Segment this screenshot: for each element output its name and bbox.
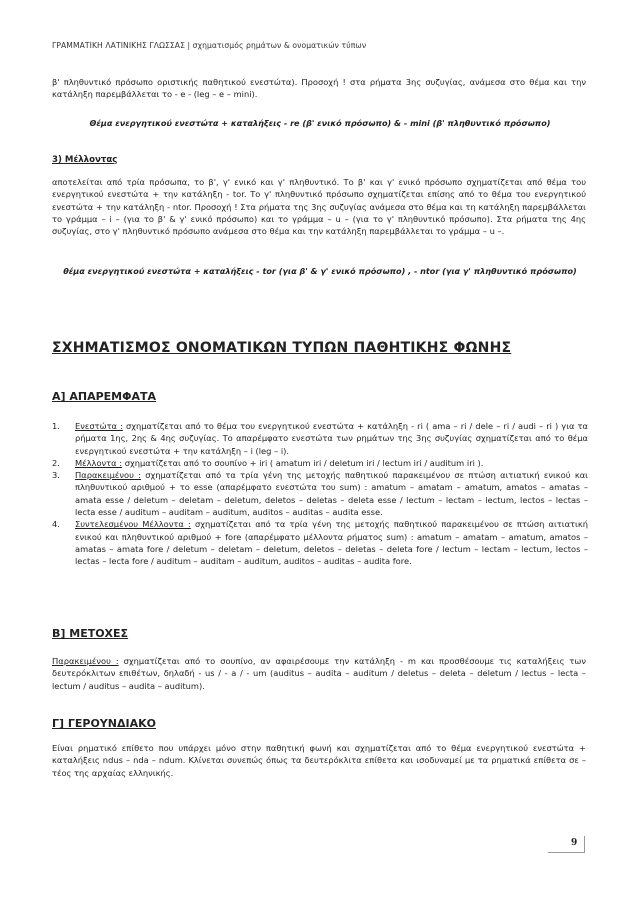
future-paragraph: αποτελείται από τρία πρόσωπα, το β', γ' ενικό και γ' πληθυντικό. Το β' και γ' ενικό πρόσωπο σχηματίζεται από θέμα του ενεργητικού ενεστώτα + την κατάληξη - tor. Το γ' πληθυντικό πρόσωπο σχηματίζεται επίσης από το θέμα του ενεργητικού ενεστώτα + την κατάληξη - ntor. Προσοχή ! Στα ρήματα της 3ης συζυγίας ανάμεσα στο θέμα και τη κατάληξη παρεμβάλλεται το γράμμα – i – (για το β' & γ' ενικό πρόσωπο) και το γράμμα – u – (για το γ' πληθυντικό πρόσωπο). Στα ρήματα της 4ης συζυγίας, στο γ' πληθυντικό πρόσωπο ανάμεσα στο θέμα και την κατάληξη παρεμβάλλεται το γράμμα – u –. — [52, 177, 586, 237]
list-item-number: 1. — [52, 421, 60, 431]
list-item — [52, 457, 588, 469]
list-item-term: Συντελεσμένου Μέλλοντα : — [75, 519, 191, 530]
intro-paragraph: β' πληθυντικό πρόσωπο οριστικής παθητικού ενεστώτα). Προσοχή ! στα ρήματα 3ης συζυγίας, ανάμεσα στο θέμα και την κατάληξη παρεμβάλλεται το - e - (leg – e – mini). — [52, 77, 586, 100]
list-item-number: 3. — [52, 470, 60, 481]
list-item-term: Μέλλοντα : — [75, 457, 123, 468]
page-number: 9 — [571, 838, 578, 848]
section-a-heading: Α] ΑΠΑΡΕΜΦΑΤΑ — [52, 390, 157, 403]
list-item-number: 4. — [52, 519, 60, 530]
list-item-number: 2. — [52, 457, 60, 468]
list-item — [52, 518, 588, 567]
list-item-term: Παρακειμένου : — [75, 470, 141, 481]
list-item — [52, 420, 588, 457]
list-item-text: σχηματίζεται από το σουπίνο + iri ( amatum iri / deletum iri / lectum iri / auditum iri ). — [124, 457, 484, 468]
list-item-text: σχηματίζεται από τα τρία γένη της μετοχής παθητικού παρακειμένου σε πτώση αιτιατική ενικού και πληθυντικού αριθμού + το esse (απαρέμφατο ενεστώτα του sum) : amatum – amatam – amatum, amatos – amatas – amata esse / deletum – deletam – deletum, deletos – deletas – deleta esse / lectum – lectam – lectum, lectos – lectas – lecta esse / auditum – auditam – auditum, auditos – auditas – audita esse. — [75, 470, 588, 518]
gerundive-paragraph: Είναι ρηματικό επίθετο που υπάρχει μόνο στην παθητική φωνή και σχηματίζεται από το θέμα ενεργητικού ενεστώτα + καταλήξεις ndus – nda – ndum. Κλίνεται συνεπώς όπως τα δευτερόκλιτα επίθετα και ισοδυναμεί με τα ρηματικά επίθετα σε – τέος της αρχαίας ελληνικής. — [52, 743, 586, 778]
list-item-text: σχηματίζεται από το θέμα του ενεργητικού ενεστώτα + κατάληξη - ri ( ama – ri / dele – ri / audi – ri ) για τα ρήματα 1ης, 2ης & 4ης συζυγίας. Το απαρέμφατο ενεστώτα των ρημάτων της 3ης συζυγίας σχηματίζεται από το θέμα ενεργητικού ενεστώτα + την κατάληξη – i (leg – i). — [75, 421, 588, 456]
main-heading: ΣΧΗΜΑΤΙΣΜΟΣ ΟΝΟΜΑΤΙΚΩΝ ΤΥΠΩΝ ΠΑΘΗΤΙΚΗΣ ΦΩΝΗΣ — [52, 340, 512, 356]
participle-term: Παρακειμένου : — [52, 656, 119, 666]
section-c-heading: Γ] ΓΕΡΟΥΝΔΙΑΚΟ — [52, 717, 156, 730]
section-b-heading: Β] ΜΕΤΟΧΕΣ — [52, 627, 129, 640]
infinitives-list — [52, 420, 588, 568]
participle-paragraph — [52, 655, 586, 692]
running-head: ΓΡΑΜΜΑΤΙΚΗ ΛΑΤΙΝΙΚΗΣ ΓΛΩΣΣΑΣ | σχηματισμός ρημάτων & ονοματικών τύπων — [52, 41, 367, 50]
list-item-text: σχηματίζεται από τα τρία γένη της μετοχής παθητικού παρακειμένου σε πτώση αιτιατική ενικού και πληθυντικού αριθμού + fore (απαρέμφατο μέλλοντα ρήματος sum) : amatum – amatam – amatum, amatos – amatas – amata fore / deletum – deletam – deletum, deletos – deletas – deleta fore / lectum – lectam – lectum, lectos – lectas – lecta fore / auditum – auditam – auditum, auditos – auditas – audita fore. — [75, 519, 588, 567]
formula-present: Θέμα ενεργητικού ενεστώτα + καταλήξεις - re (β' ενικό πρόσωπο) & - mini (β' πληθυντικό πρόσωπο) — [89, 118, 551, 128]
formula-future: θέμα ενεργητικού ενεστώτα + καταλήξεις - tor (για β' & γ' ενικό πρόσωπο) , - ntor (για γ' πληθυντικό πρόσωπο) — [63, 266, 577, 276]
list-item-term: Ενεστώτα : — [75, 421, 123, 431]
list-item — [52, 469, 588, 518]
page-number-frame — [548, 836, 585, 853]
participle-text: σχηματίζεται από το σουπίνο, αν αφαιρέσουμε την κατάληξη - m και προσθέσουμε τις καταλήξεις των δευτερόκλιτων επιθέτων, δηλαδή - us / - a / - um (auditus – audita – auditum / deletus – deleta – deletum / lectus – lecta – lectum / auditus – audita – auditum). — [52, 656, 586, 691]
future-heading: 3) Μέλλοντας — [52, 155, 118, 165]
